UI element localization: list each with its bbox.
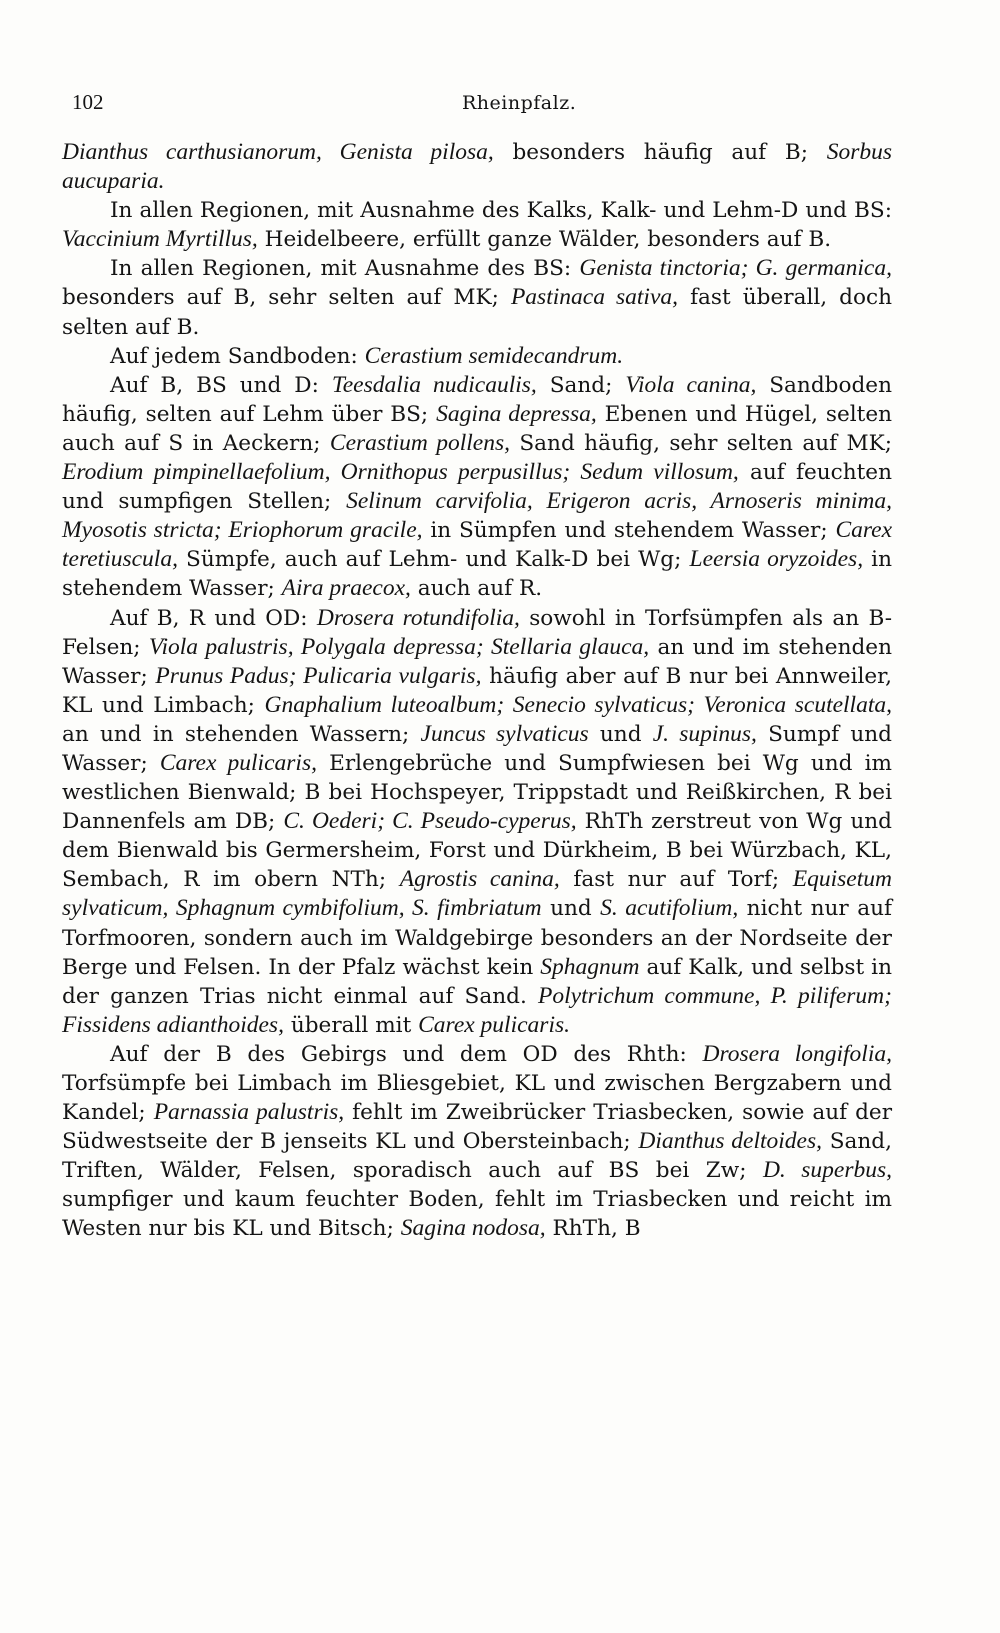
- species-name: Leersia oryzoides,: [689, 546, 864, 573]
- paragraph: [62, 371, 892, 604]
- species-name: Carex teretiuscula,: [62, 517, 892, 573]
- text-run: Sand häufig, sehr selten auf MK;: [510, 430, 892, 456]
- text-run: Auf B, BS und D:: [110, 372, 332, 398]
- species-name: S. acutifolium,: [600, 895, 739, 922]
- body-text: [62, 138, 892, 1244]
- species-name: Viola canina,: [625, 371, 757, 398]
- text-run: auf Kalk, und selbst in der ganzen Trias nicht einmal auf Sand.: [62, 954, 892, 1009]
- text-run: häufig aber auf B nur bei Annweiler, KL und Limbach;: [62, 663, 892, 718]
- species-name: Sagina depressa,: [436, 400, 597, 427]
- species-name: Drosera rotundifolia,: [316, 604, 520, 631]
- text-run: RhTh, B: [545, 1216, 641, 1242]
- text-run: RhTh zerstreut von Wg und dem Bienwald bis Germersheim, Forst und Dürkheim, B bei Würzbach, KL, Sembach, R im obern NTh;: [62, 809, 892, 893]
- species-name: Sphagnum: [540, 953, 640, 980]
- text-run: Sümpfe, auch auf Lehm- und Kalk-D bei Wg;: [177, 547, 690, 573]
- text-run: besonders häufig auf B;: [493, 140, 827, 165]
- text-run: Auf B, R und OD:: [110, 605, 317, 631]
- page-header: [72, 90, 882, 120]
- species-name: Pastinaca sativa,: [510, 284, 679, 311]
- species-name: Cerastium semidecandrum.: [364, 342, 624, 369]
- species-name: Drosera longifolia,: [702, 1040, 892, 1067]
- species-name: Polytrichum commune, P. piliferum; Fissidens adianthoides,: [62, 982, 892, 1038]
- text-run: fast überall, doch selten auf B.: [62, 285, 892, 340]
- text-run: Auf jedem Sandboden:: [110, 343, 365, 369]
- species-name: Vaccinium Myrtillus,: [62, 226, 258, 253]
- text-run: Sumpf und Wasser;: [62, 721, 892, 776]
- page-number: 102: [72, 90, 104, 114]
- species-name: Carex pulicaris,: [159, 749, 317, 776]
- species-name: Dianthus deltoides,: [638, 1128, 823, 1155]
- species-name: Dianthus carthusianorum, Genista pilosa,: [62, 139, 494, 165]
- text-run: Heidelbeere, erfüllt ganze Wälder, besonders auf B.: [257, 227, 832, 253]
- species-name: C. Oederi; C. Pseudo-cyperus,: [283, 808, 577, 835]
- text-run: auf feuchten und sumpfigen Stellen;: [62, 460, 892, 515]
- species-name: Equisetum sylvaticum, Sphagnum cymbifolium, S. fimbriatum: [62, 866, 892, 922]
- text-run: Torfsümpfe bei Limbach im Bliesgebiet, KL und zwischen Bergzabern und Kandel;: [62, 1071, 892, 1126]
- text-run: in Sümpfen und stehendem Wasser;: [422, 518, 836, 544]
- species-name: Teesdalia nudicaulis,: [331, 371, 537, 398]
- species-name: Sorbus aucuparia.: [62, 139, 892, 195]
- paragraph: [62, 254, 892, 341]
- text-run: Auf der B des Gebirgs und dem OD des Rhth:: [110, 1041, 703, 1067]
- species-name: Parnassia palustris,: [153, 1099, 345, 1126]
- text-run: und: [588, 721, 653, 747]
- species-name: Agrostis canina,: [399, 866, 560, 893]
- text-run: In allen Regionen, mit Ausnahme des BS:: [110, 256, 580, 282]
- paragraph: [62, 138, 892, 196]
- paragraph: [62, 342, 892, 371]
- species-name: Prunus Padus; Pulicaria vulgaris,: [155, 662, 482, 689]
- paragraph: [62, 604, 892, 1040]
- text-run: sowohl in Torfsümpfen als an B-Felsen;: [62, 605, 893, 660]
- running-head: Rheinpfalz.: [462, 92, 577, 114]
- species-name: D. superbus,: [762, 1157, 892, 1184]
- text-run: besonders auf B, sehr selten auf MK;: [62, 285, 511, 311]
- text-run: Sandboden häufig, selten auf Lehm über BS;: [62, 372, 892, 427]
- text-run: auch auf R.: [410, 576, 543, 602]
- text-run: fehlt im Zweibrücker Triasbecken, sowie auf der Südwestseite der B jenseits KL und Obersteinbach;: [62, 1100, 893, 1155]
- paragraph: [62, 1040, 892, 1244]
- text-run: Sand, Triften, Wälder, Felsen, sporadisch auch auf BS bei Zw;: [62, 1129, 892, 1184]
- species-name: Sagina nodosa,: [400, 1215, 546, 1242]
- species-name: Selinum carvifolia, Erigeron acris, Arnoseris minima, Myosotis stricta; Eriophorum gracile,: [62, 488, 892, 544]
- text-run: überall mit: [283, 1012, 419, 1038]
- species-name: Juncus sylvaticus: [420, 720, 589, 747]
- text-run: an und im stehenden Wasser;: [62, 634, 892, 689]
- text-run: in stehendem Wasser;: [62, 547, 892, 602]
- text-run: nicht nur auf Torfmooren, sondern auch im Waldgebirge besonders an der Nordseite der Berge und Felsen. In der Pfalz wächst kein: [62, 896, 892, 980]
- text-run: sumpfiger und kaum feuchter Boden, fehlt im Triasbecken und reicht im Westen nur bis KL und Bitsch;: [62, 1187, 892, 1242]
- species-name: Cerastium pollens,: [329, 429, 510, 456]
- text-run: und: [541, 896, 601, 922]
- text-run: an und in stehenden Wassern;: [62, 721, 421, 747]
- species-name: Aira praecox,: [281, 575, 411, 602]
- text-run: Sand;: [536, 372, 626, 398]
- species-name: Viola palustris, Polygala depressa; Stellaria glauca,: [148, 633, 650, 660]
- text-run: Ebenen und Hügel, selten auch auf S in Aeckern;: [62, 401, 893, 456]
- paragraph: [62, 196, 892, 254]
- species-name: Erodium pimpinellaefolium, Ornithopus perpusillus; Sedum villosum,: [62, 459, 739, 486]
- species-name: Genista tinctoria; G. germanica,: [579, 255, 892, 282]
- species-name: Carex pulicaris.: [418, 1011, 570, 1038]
- species-name: Gnaphalium luteoalbum; Senecio sylvaticus; Veronica scutellata,: [264, 691, 892, 718]
- text-run: Erlengebrüche und Sumpfwiesen bei Wg und im westlichen Bienwald; B bei Hochspeyer, Trippstadt und Reißkirchen, R bei Dannenfels am DB;: [62, 750, 892, 835]
- text-run: fast nur auf Torf;: [559, 867, 793, 893]
- text-run: In allen Regionen, mit Ausnahme des Kalks, Kalk- und Lehm-D und BS:: [110, 198, 892, 224]
- species-name: J. supinus,: [652, 720, 757, 747]
